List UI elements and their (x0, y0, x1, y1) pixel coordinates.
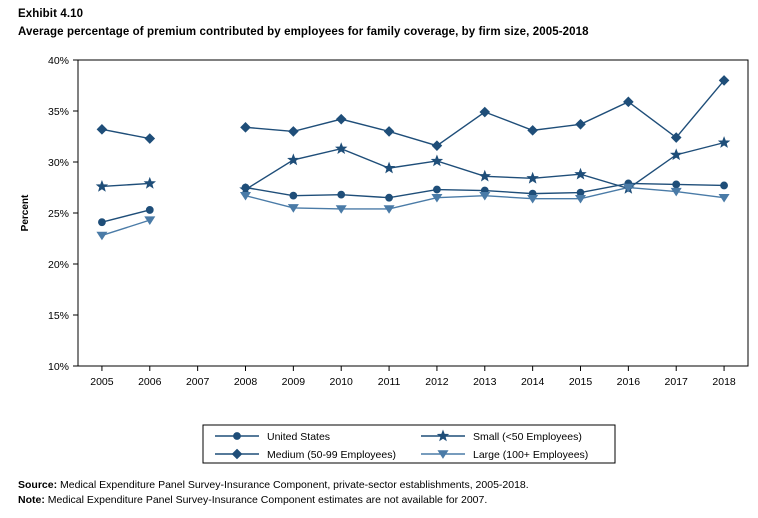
x-tick-label: 2009 (281, 376, 306, 388)
x-tick-label: 2013 (473, 376, 497, 388)
x-tick-label: 2005 (90, 376, 114, 388)
y-tick-label: 10% (47, 361, 69, 373)
y-tick-label: 15% (47, 310, 69, 322)
x-tick-label: 2010 (329, 376, 353, 388)
legend-label: Large (100+ Employees) (473, 449, 589, 461)
legend-label: Small (<50 Employees) (473, 431, 582, 443)
x-tick-label: 2016 (616, 376, 641, 388)
y-tick-label: 20% (47, 259, 69, 271)
marker-circle (99, 219, 106, 226)
x-tick-label: 2011 (377, 376, 401, 388)
marker-circle (338, 191, 345, 198)
x-tick-label: 2012 (425, 376, 449, 388)
x-tick-label: 2007 (185, 376, 210, 388)
y-tick-label: 40% (47, 55, 69, 67)
note-text: Medical Expenditure Panel Survey-Insurance Component estimates are not available for 2007. (47, 494, 488, 506)
marker-circle (146, 207, 153, 214)
x-tick-label: 2018 (712, 376, 736, 388)
exhibit-number: Exhibit 4.10 (18, 8, 84, 20)
page-title: Average percentage of premium contributed by employees for family coverage, by firm size, 2005-2018 (18, 26, 589, 38)
source-label: Source: (18, 479, 58, 491)
marker-circle (386, 194, 393, 201)
legend-label: Medium (50-99 Employees) (267, 449, 396, 461)
marker-circle (234, 433, 241, 440)
footnotes (18, 478, 748, 508)
note-label: Note: (18, 494, 45, 506)
x-tick-label: 2017 (664, 376, 688, 388)
x-tick-label: 2015 (568, 376, 593, 388)
plot-frame (78, 60, 748, 366)
y-tick-label: 30% (47, 157, 69, 169)
source-text: Medical Expenditure Panel Survey-Insurance Component, private-sector establishments, 2005-2018. (60, 479, 529, 491)
y-tick-label: 35% (47, 106, 69, 118)
marker-circle (290, 192, 297, 199)
x-tick-label: 2008 (233, 376, 258, 388)
marker-circle (434, 186, 441, 193)
legend-label: United States (267, 431, 331, 443)
marker-circle (673, 181, 680, 188)
x-tick-label: 2006 (138, 376, 162, 388)
marker-circle (577, 189, 584, 196)
x-tick-label: 2014 (520, 376, 545, 388)
marker-circle (721, 182, 728, 189)
y-axis-title: Percent (20, 194, 31, 232)
y-tick-label: 25% (47, 208, 69, 220)
source-line (18, 478, 748, 493)
note-line (18, 493, 748, 508)
